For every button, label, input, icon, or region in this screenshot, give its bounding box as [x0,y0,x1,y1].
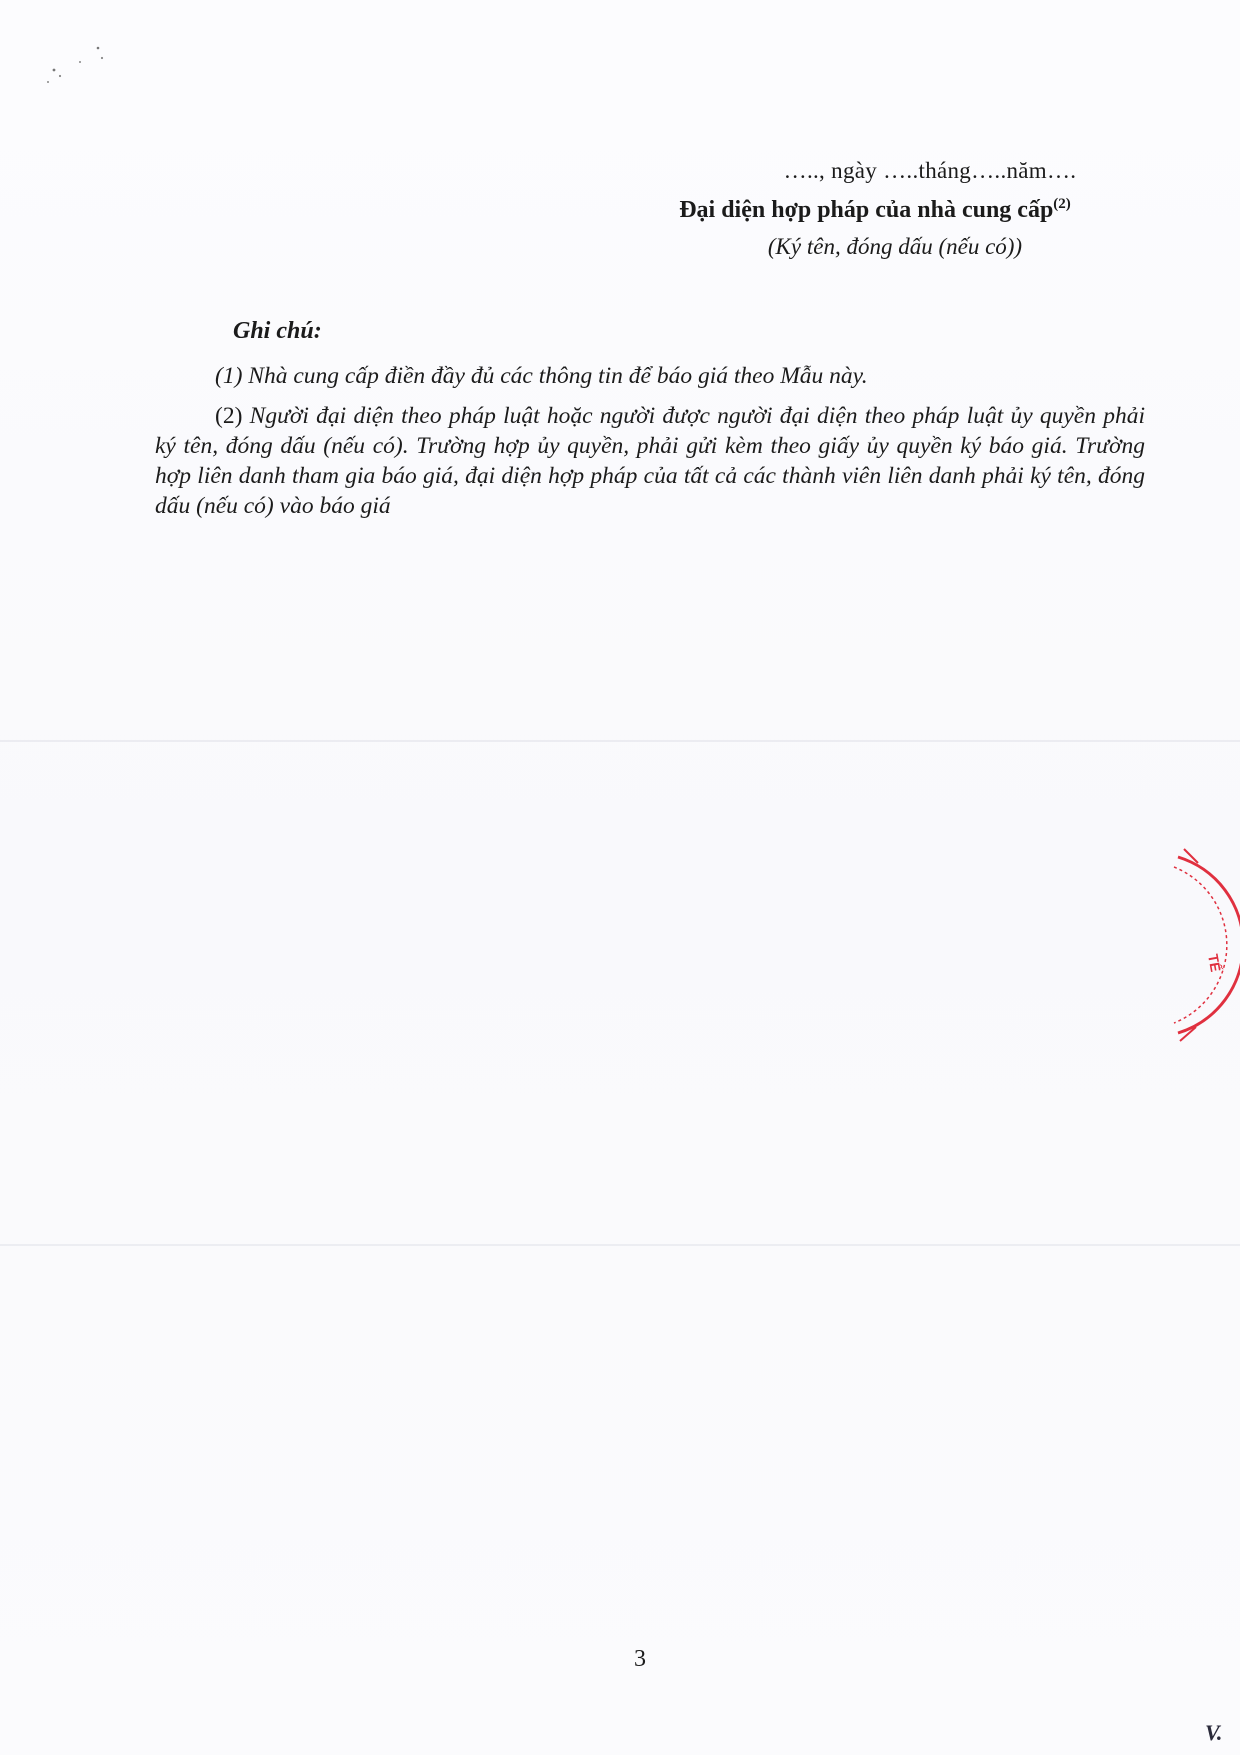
representative-label: Đại diện hợp pháp của nhà cung cấp [679,197,1054,223]
representative-title [590,196,1160,224]
page-number: 3 [634,1646,646,1672]
stamp-text: TẾ [1205,952,1224,974]
footnote-ref: (2) [1053,196,1071,212]
paper-fold-line [0,740,1240,742]
note-item [155,361,1145,391]
note-number: (1) [215,363,243,389]
notes-section [155,318,1145,521]
note-item [155,401,1145,521]
note-text: Người đại diện theo pháp luật hoặc người được người đại diện theo pháp luật ủy quyền phải ký tên, đóng dấu (nếu có). Trường hợp ủy quyền, phải gửi kèm theo giấy ủy quyền ký báo giá. Trường hợp liên danh tham gia báo giá, đại diện hợp pháp của tất cả các thành viên liên danh phải ký tên, đóng dấu (nếu có) vào báo giá [155,403,1145,519]
note-text: Nhà cung cấp điền đầy đủ các thông tin để báo giá theo Mẫu này. [242,363,868,389]
notes-title: Ghi chú: [233,318,322,344]
red-seal-stamp [1150,845,1240,1045]
sign-instruction: (Ký tên, đóng dấu (nếu có)) [767,234,1023,259]
signature-block [640,158,1160,260]
scan-specks [40,40,130,100]
initials-mark: V. [1205,1720,1223,1745]
note-number: (2) [215,403,243,429]
date-line: ….., ngày …..tháng…..năm…. [783,158,1077,183]
paper-fold-line [0,1244,1240,1246]
